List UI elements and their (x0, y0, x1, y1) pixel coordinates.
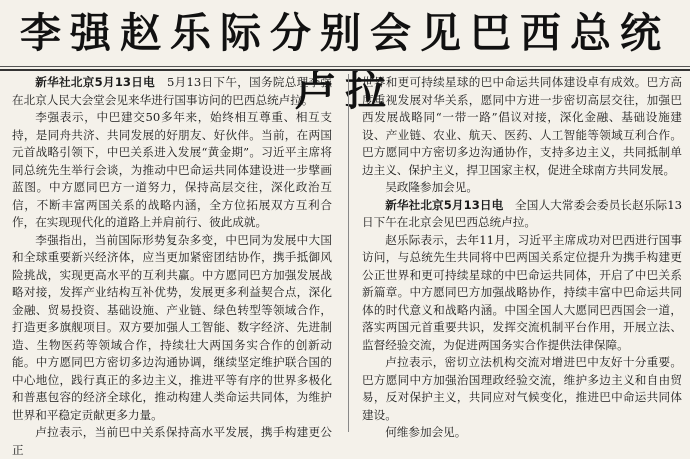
paragraph: 吴政隆参加会见。 (385, 180, 478, 194)
column-divider (348, 74, 349, 432)
paragraph: 李强指出，当前国际形势复杂多变，中巴同为发展中大国和全球重要新兴经济体，应当更加紧密团结协作，携手抵御风险挑战，实现更高水平的互利共赢。中方愿同巴方加强发展战略对接，发挥产业结构互补优势，发展更多利益契合点，深化金融、贸易投资、基础设施、产业链、绿色转型等领域合作，打造更多旗舰项目。双方要加强人工智能、数字经济、先进制造、生物医药等领域合作，持续壮大两国务实合作的创新动能。中方愿同巴方密切多边沟通协调，继续坚定维护联合国的中心地位，践行真正的多边主义，推进平等有序的世界多极化和普惠包容的经济全球化，推动构建人类命运共同体，为维护世界和平稳定贡献更多力量。 (12, 232, 332, 422)
paragraph-text: 全国人大常委会委员长赵乐际13日下午在北京会见巴西总统卢拉。 (362, 197, 683, 229)
right-column (362, 74, 683, 439)
paragraph: 何维参加会见。 (385, 425, 467, 439)
paragraph-continued: 世界和更可持续星球的巴中命运共同体建设卓有成效。巴方高度重视发展对华关系，愿同中方进一步密切高层交往，加强巴西发展战略同“一带一路”倡议对接，深化金融、基础设施建设、产业链、农业、航天、医药、人工智能等领域互利合作。巴方愿同中方密切多边沟通协作，支持多边主义，共同抵制单边主义、保护主义，捍卫国家主权，促进全球南方共同发展。 (362, 75, 682, 177)
paragraph: 赵乐际表示，去年11月，习近平主席成功对巴西进行国事访问，与总统先生共同将中巴两国关系定位提升为携手构建更公正世界和更可持续星球的中巴命运共同体，开启了中巴关系新篇章。中方愿同巴方加强战略协作，持续丰富中巴命运共同体的时代意义和战略内涵。中国全国人大愿同巴西国会一道，落实两国元首重要共识，发挥交流机制平台作用，开展立法、监督经验交流，为促进两国务实合作提供法律保障。 (362, 232, 682, 352)
dateline: 新华社北京5月13日电 (35, 75, 156, 89)
dateline: 新华社北京5月13日电 (385, 197, 504, 212)
headline: 李强赵乐际分别会见巴西总统卢拉 (20, 9, 670, 115)
paragraph (362, 197, 682, 232)
paragraph: 卢拉表示，当前巴中关系保持高水平发展，携手构建更公正 (12, 425, 332, 457)
headline-rule-thick (0, 69, 690, 71)
paragraph: 李强表示，中巴建交50多年来，始终相互尊重、相互支持，是同舟共济、共同发展的好朋友、好伙伴。当前，在两国元首战略引领下，中巴关系进入发展“黄金期”。习近平主席将同总统先生举行会谈，为推动中巴命运共同体建设进一步擘画蓝图。中方愿同巴方一道努力，保持高层交往，深化政治互信，不断丰富两国关系的战略内涵，全方位拓展双方互利合作，在实现现代化的道路上并肩前行、彼此成就。 (12, 110, 332, 229)
paragraph (12, 74, 332, 109)
left-column (12, 74, 332, 457)
paragraph: 卢拉表示，密切立法机构交流对增进巴中友好十分重要。巴方愿同中方加强治国理政经验交流，维护多边主义和自由贸易，反对保护主义，共同应对气候变化，推进巴中命运共同体建设。 (362, 355, 682, 422)
paragraph-text: 5月13日下午，国务院总理李强在北京人民大会堂会见来华进行国事访问的巴西总统卢拉。 (12, 75, 332, 107)
headline-rule (0, 66, 690, 67)
